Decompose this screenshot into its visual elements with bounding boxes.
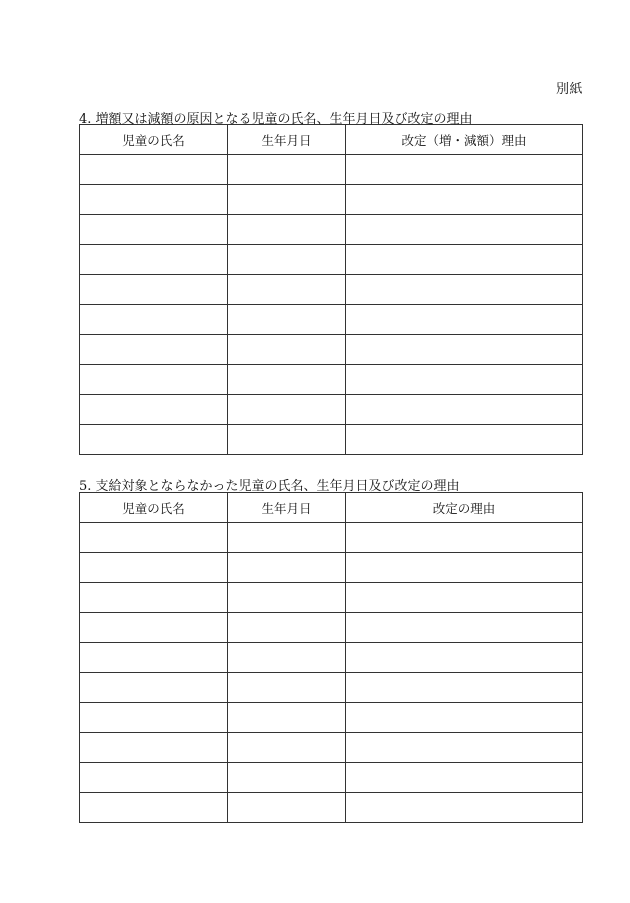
date-of-birth-cell[interactable] <box>228 553 346 583</box>
column-header-child-name: 児童の氏名 <box>80 493 228 523</box>
revision-reason-cell[interactable] <box>346 733 583 763</box>
child-name-cell[interactable] <box>80 523 228 553</box>
child-name-cell[interactable] <box>80 583 228 613</box>
section-5-table <box>79 492 583 823</box>
revision-reason-cell[interactable] <box>346 185 583 215</box>
date-of-birth-cell[interactable] <box>228 643 346 673</box>
date-of-birth-cell[interactable] <box>228 245 346 275</box>
column-header-date-of-birth: 生年月日 <box>228 125 346 155</box>
table-row <box>80 523 583 553</box>
date-of-birth-cell[interactable] <box>228 613 346 643</box>
date-of-birth-cell[interactable] <box>228 185 346 215</box>
table-row <box>80 425 583 455</box>
child-name-cell[interactable] <box>80 703 228 733</box>
revision-reason-cell[interactable] <box>346 425 583 455</box>
table-row <box>80 305 583 335</box>
date-of-birth-cell[interactable] <box>228 583 346 613</box>
child-name-cell[interactable] <box>80 185 228 215</box>
table-row <box>80 553 583 583</box>
revision-reason-cell[interactable] <box>346 335 583 365</box>
date-of-birth-cell[interactable] <box>228 793 346 823</box>
page-label: 別紙 <box>555 82 583 97</box>
table-header-row <box>80 125 583 155</box>
table-row <box>80 155 583 185</box>
date-of-birth-cell[interactable] <box>228 335 346 365</box>
date-of-birth-cell[interactable] <box>228 275 346 305</box>
table-row <box>80 275 583 305</box>
table-row <box>80 673 583 703</box>
revision-reason-cell[interactable] <box>346 215 583 245</box>
child-name-cell[interactable] <box>80 335 228 365</box>
child-name-cell[interactable] <box>80 305 228 335</box>
child-name-cell[interactable] <box>80 673 228 703</box>
revision-reason-cell[interactable] <box>346 523 583 553</box>
revision-reason-cell[interactable] <box>346 553 583 583</box>
child-name-cell[interactable] <box>80 793 228 823</box>
revision-reason-cell[interactable] <box>346 643 583 673</box>
table-row <box>80 583 583 613</box>
revision-reason-cell[interactable] <box>346 365 583 395</box>
table-row <box>80 335 583 365</box>
revision-reason-cell[interactable] <box>346 395 583 425</box>
revision-reason-cell[interactable] <box>346 305 583 335</box>
child-name-cell[interactable] <box>80 275 228 305</box>
child-name-cell[interactable] <box>80 395 228 425</box>
date-of-birth-cell[interactable] <box>228 763 346 793</box>
revision-reason-cell[interactable] <box>346 793 583 823</box>
table-row <box>80 703 583 733</box>
revision-reason-cell[interactable] <box>346 155 583 185</box>
table-row <box>80 763 583 793</box>
table-row <box>80 613 583 643</box>
section-5-heading: 5. 支給対象とならなかった児童の氏名、生年月日及び改定の理由 <box>79 479 460 494</box>
date-of-birth-cell[interactable] <box>228 673 346 703</box>
column-header-revision-reason: 改定の理由 <box>346 493 583 523</box>
table-header-row <box>80 493 583 523</box>
column-header-child-name: 児童の氏名 <box>80 125 228 155</box>
revision-reason-cell[interactable] <box>346 245 583 275</box>
table-row <box>80 365 583 395</box>
revision-reason-cell[interactable] <box>346 703 583 733</box>
child-name-cell[interactable] <box>80 643 228 673</box>
table-row <box>80 793 583 823</box>
date-of-birth-cell[interactable] <box>228 215 346 245</box>
table-row <box>80 215 583 245</box>
revision-reason-cell[interactable] <box>346 275 583 305</box>
child-name-cell[interactable] <box>80 245 228 275</box>
table-row <box>80 395 583 425</box>
table-row <box>80 185 583 215</box>
revision-reason-cell[interactable] <box>346 673 583 703</box>
child-name-cell[interactable] <box>80 215 228 245</box>
revision-reason-cell[interactable] <box>346 763 583 793</box>
table-row <box>80 643 583 673</box>
table-row <box>80 733 583 763</box>
child-name-cell[interactable] <box>80 613 228 643</box>
section-4-table-body <box>80 155 583 455</box>
date-of-birth-cell[interactable] <box>228 733 346 763</box>
child-name-cell[interactable] <box>80 365 228 395</box>
date-of-birth-cell[interactable] <box>228 523 346 553</box>
child-name-cell[interactable] <box>80 763 228 793</box>
child-name-cell[interactable] <box>80 155 228 185</box>
section-4-table <box>79 124 583 455</box>
table-row <box>80 245 583 275</box>
revision-reason-cell[interactable] <box>346 613 583 643</box>
date-of-birth-cell[interactable] <box>228 365 346 395</box>
section-5-table-body <box>80 523 583 823</box>
child-name-cell[interactable] <box>80 425 228 455</box>
date-of-birth-cell[interactable] <box>228 425 346 455</box>
date-of-birth-cell[interactable] <box>228 305 346 335</box>
section-4-heading: 4. 増額又は減額の原因となる児童の氏名、生年月日及び改定の理由 <box>79 112 473 127</box>
child-name-cell[interactable] <box>80 553 228 583</box>
child-name-cell[interactable] <box>80 733 228 763</box>
date-of-birth-cell[interactable] <box>228 395 346 425</box>
column-header-date-of-birth: 生年月日 <box>228 493 346 523</box>
date-of-birth-cell[interactable] <box>228 155 346 185</box>
date-of-birth-cell[interactable] <box>228 703 346 733</box>
column-header-revision-reason: 改定（増・減額）理由 <box>346 125 583 155</box>
revision-reason-cell[interactable] <box>346 583 583 613</box>
